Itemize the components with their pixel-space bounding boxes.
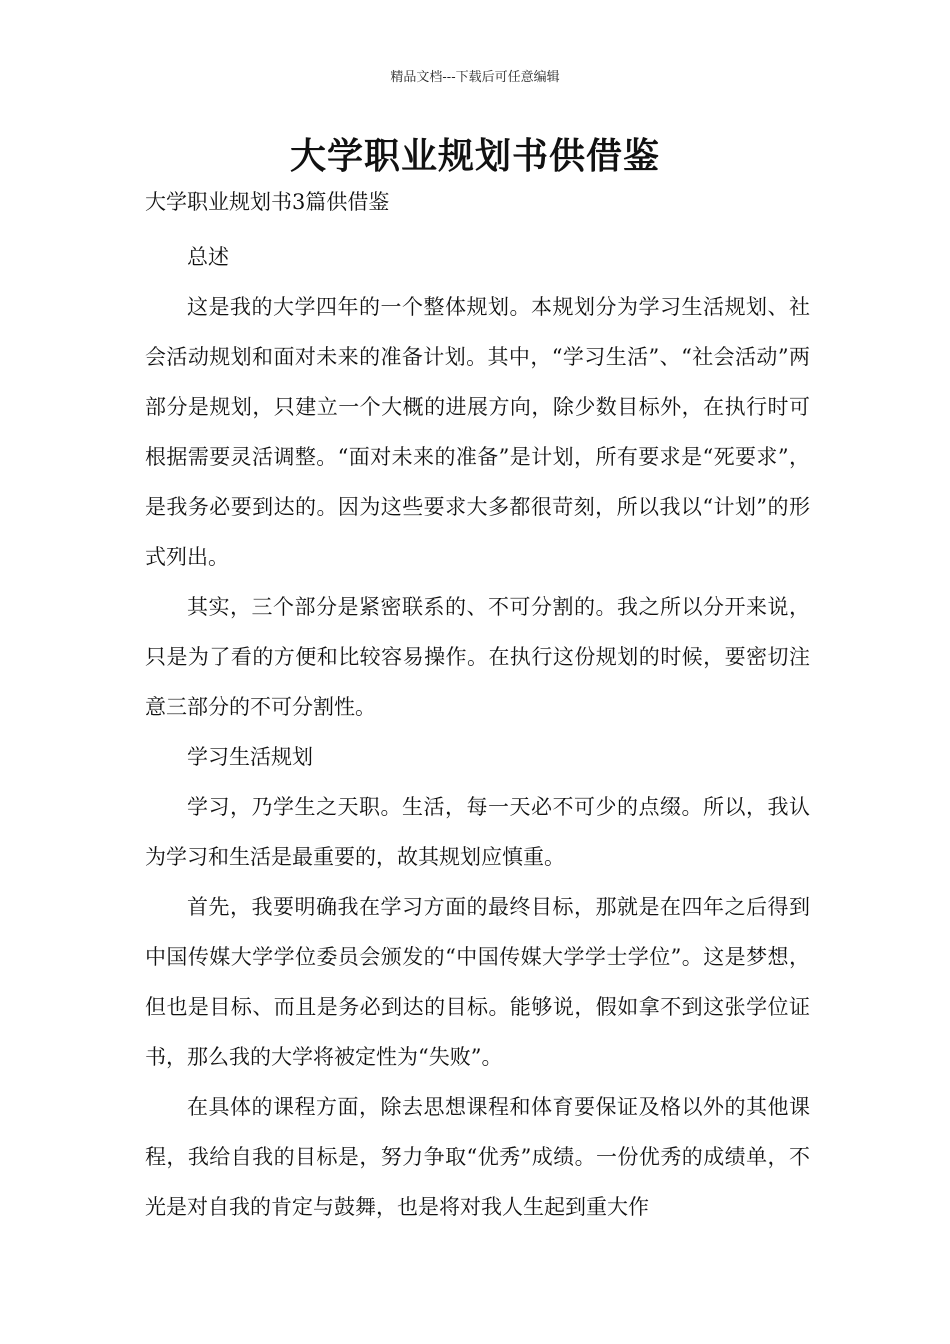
- paragraph: 首先，我要明确我在学习方面的最终目标，那就是在四年之后得到中国传媒大学学位委员会颁发的“中国传媒大学学士学位”。这是梦想，但也是目标、而且是务必到达的目标。能够说，假如拿不到这张学位证书，那么我的大学将被定性为“失败”。: [145, 895, 810, 1069]
- section-heading-overview: 总述: [187, 245, 229, 269]
- paragraph: 这是我的大学四年的一个整体规划。本规划分为学习生活规划、社会活动规划和面对未来的准备计划。其中，“学习生活”、“社会活动”两部分是规划，只建立一个大概的进展方向，除少数目标外，在执行时可根据需要灵活调整。“面对未来的准备”是计划，所有要求是“死要求”，是我务必要到达的。因为这些要求大多都很苛刻，所以我以“计划”的形式列出。: [145, 295, 810, 569]
- paragraph: 学习，乃学生之天职。生活，每一天必不可少的点缀。所以，我认为学习和生活是最重要的，故其规划应慎重。: [145, 795, 810, 869]
- paragraph: 在具体的课程方面，除去思想课程和体育要保证及格以外的其他课程，我给自我的目标是，努力争取“优秀”成绩。一份优秀的成绩单，不光是对自我的肯定与鼓舞，也是将对我人生起到重大作: [145, 1095, 810, 1219]
- section-heading-study-life: 学习生活规划: [187, 745, 313, 769]
- page-header: 精品文档---下载后可任意编辑: [390, 70, 560, 85]
- document-subtitle: 大学职业规划书3篇供借鉴: [145, 190, 390, 214]
- document-body: [145, 232, 810, 1232]
- paragraph: 其实，三个部分是紧密联系的、不可分割的。我之所以分开来说，只是为了看的方便和比较容易操作。在执行这份规划的时候，要密切注意三部分的不可分割性。: [145, 595, 810, 719]
- document-title: 大学职业规划书供借鉴: [289, 136, 660, 177]
